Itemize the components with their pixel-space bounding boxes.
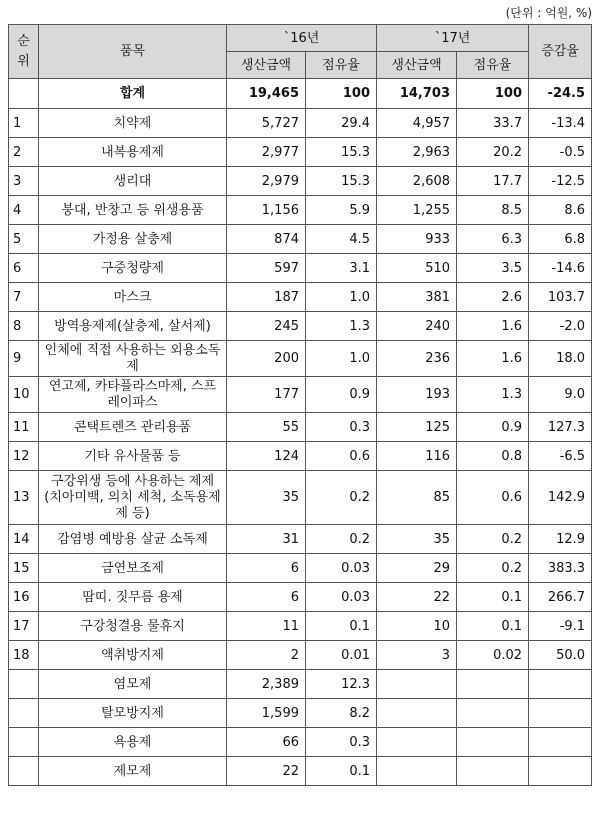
header-item: 품목 — [39, 25, 227, 79]
row-prod-2016: 31 — [227, 525, 306, 554]
row-prod-2016: 35 — [227, 471, 306, 525]
row-prod-2016: 1,156 — [227, 196, 306, 225]
row-share-2016: 15.3 — [306, 167, 377, 196]
row-share-2016: 0.1 — [306, 757, 377, 786]
total-rank — [9, 79, 39, 109]
row-prod-2016: 874 — [227, 225, 306, 254]
row-share-2017 — [457, 757, 529, 786]
total-share-2016: 100 — [306, 79, 377, 109]
row-rank: 5 — [9, 225, 39, 254]
table-row — [9, 471, 592, 525]
row-share-2016: 0.3 — [306, 728, 377, 757]
row-share-2016: 15.3 — [306, 138, 377, 167]
row-change: 50.0 — [529, 641, 592, 670]
production-table — [8, 24, 592, 786]
row-change: -14.6 — [529, 254, 592, 283]
row-prod-2016: 124 — [227, 442, 306, 471]
row-rank: 12 — [9, 442, 39, 471]
row-share-2016: 0.03 — [306, 583, 377, 612]
row-change — [529, 728, 592, 757]
row-change: 127.3 — [529, 413, 592, 442]
header-share-2016: 점유율 — [306, 52, 377, 79]
table-row — [9, 699, 592, 728]
table-row — [9, 670, 592, 699]
row-rank — [9, 728, 39, 757]
row-prod-2016: 11 — [227, 612, 306, 641]
row-change: -0.5 — [529, 138, 592, 167]
table-row — [9, 225, 592, 254]
row-prod-2017: 193 — [377, 377, 457, 413]
row-prod-2017: 2,608 — [377, 167, 457, 196]
row-item-name: 생리대 — [39, 167, 227, 196]
row-change: 18.0 — [529, 341, 592, 377]
table-row — [9, 442, 592, 471]
row-prod-2017: 240 — [377, 312, 457, 341]
row-share-2017: 0.02 — [457, 641, 529, 670]
row-item-name: 붕대, 반창고 등 위생용품 — [39, 196, 227, 225]
row-item-name: 기타 유사물품 등 — [39, 442, 227, 471]
row-share-2017: 1.6 — [457, 312, 529, 341]
row-change — [529, 670, 592, 699]
header-change: 증감율 — [529, 25, 592, 79]
row-rank: 15 — [9, 554, 39, 583]
row-share-2016: 12.3 — [306, 670, 377, 699]
total-label: 합계 — [39, 79, 227, 109]
row-prod-2017: 85 — [377, 471, 457, 525]
table-row — [9, 525, 592, 554]
row-rank — [9, 699, 39, 728]
row-rank: 16 — [9, 583, 39, 612]
table-row — [9, 312, 592, 341]
row-share-2017: 6.3 — [457, 225, 529, 254]
row-item-name: 땀띠. 짓무름 용제 — [39, 583, 227, 612]
row-prod-2017: 35 — [377, 525, 457, 554]
row-prod-2016: 2,389 — [227, 670, 306, 699]
row-share-2016: 4.5 — [306, 225, 377, 254]
row-change: 103.7 — [529, 283, 592, 312]
row-prod-2016: 2,977 — [227, 138, 306, 167]
row-rank: 18 — [9, 641, 39, 670]
table-row — [9, 612, 592, 641]
row-item-name: 방역용제제(살충제, 살서제) — [39, 312, 227, 341]
table-row — [9, 641, 592, 670]
row-rank: 3 — [9, 167, 39, 196]
row-share-2017: 1.3 — [457, 377, 529, 413]
table-row — [9, 413, 592, 442]
row-item-name: 구강청결용 물휴지 — [39, 612, 227, 641]
row-change: -6.5 — [529, 442, 592, 471]
row-rank — [9, 670, 39, 699]
row-prod-2016: 177 — [227, 377, 306, 413]
row-rank: 10 — [9, 377, 39, 413]
row-prod-2017: 22 — [377, 583, 457, 612]
row-share-2016: 1.3 — [306, 312, 377, 341]
table-row — [9, 138, 592, 167]
row-change: 9.0 — [529, 377, 592, 413]
row-prod-2017: 4,957 — [377, 109, 457, 138]
row-share-2016: 0.6 — [306, 442, 377, 471]
header-rank: 순위 — [9, 25, 39, 79]
row-change: -12.5 — [529, 167, 592, 196]
row-share-2017 — [457, 728, 529, 757]
row-item-name: 탈모방지제 — [39, 699, 227, 728]
row-share-2017: 0.2 — [457, 525, 529, 554]
row-prod-2017: 381 — [377, 283, 457, 312]
row-share-2016: 0.01 — [306, 641, 377, 670]
row-change: 12.9 — [529, 525, 592, 554]
row-change: 266.7 — [529, 583, 592, 612]
row-share-2017 — [457, 670, 529, 699]
row-change: 142.9 — [529, 471, 592, 525]
row-share-2016: 1.0 — [306, 283, 377, 312]
row-item-name: 감염병 예방용 살균 소독제 — [39, 525, 227, 554]
table-row — [9, 757, 592, 786]
header-row-1 — [9, 25, 592, 52]
row-change: -13.4 — [529, 109, 592, 138]
row-change — [529, 699, 592, 728]
row-change — [529, 757, 592, 786]
table-row — [9, 728, 592, 757]
row-share-2017: 0.8 — [457, 442, 529, 471]
row-prod-2017: 933 — [377, 225, 457, 254]
row-item-name: 가정용 살충제 — [39, 225, 227, 254]
row-change: 6.8 — [529, 225, 592, 254]
row-item-name: 욕용제 — [39, 728, 227, 757]
row-share-2017: 33.7 — [457, 109, 529, 138]
row-prod-2016: 55 — [227, 413, 306, 442]
row-share-2017: 0.2 — [457, 554, 529, 583]
row-rank: 6 — [9, 254, 39, 283]
row-prod-2016: 2,979 — [227, 167, 306, 196]
row-rank: 2 — [9, 138, 39, 167]
total-row — [9, 79, 592, 109]
table-row — [9, 377, 592, 413]
row-share-2016: 29.4 — [306, 109, 377, 138]
table-row — [9, 109, 592, 138]
table-row — [9, 583, 592, 612]
row-share-2016: 0.03 — [306, 554, 377, 583]
row-prod-2016: 6 — [227, 554, 306, 583]
row-item-name: 제모제 — [39, 757, 227, 786]
row-rank: 4 — [9, 196, 39, 225]
row-item-name: 구강위생 등에 사용하는 제제(치아미백, 의치 세척, 소독용제제 등) — [39, 471, 227, 525]
row-prod-2017: 116 — [377, 442, 457, 471]
unit-note: (단위 : 억원, %) — [505, 6, 592, 20]
row-share-2016: 0.2 — [306, 525, 377, 554]
row-prod-2016: 22 — [227, 757, 306, 786]
row-prod-2017 — [377, 757, 457, 786]
row-change: 383.3 — [529, 554, 592, 583]
row-rank: 14 — [9, 525, 39, 554]
row-share-2017: 0.1 — [457, 583, 529, 612]
table-row — [9, 283, 592, 312]
row-prod-2017 — [377, 670, 457, 699]
row-item-name: 연고제, 카타플라스마제, 스프레이파스 — [39, 377, 227, 413]
row-rank: 13 — [9, 471, 39, 525]
row-rank: 11 — [9, 413, 39, 442]
total-prod-2017: 14,703 — [377, 79, 457, 109]
row-prod-2016: 245 — [227, 312, 306, 341]
row-change: -2.0 — [529, 312, 592, 341]
row-prod-2017: 1,255 — [377, 196, 457, 225]
header-share-2017: 점유율 — [457, 52, 529, 79]
row-prod-2017: 236 — [377, 341, 457, 377]
header-2016: `16년 — [227, 25, 377, 52]
row-prod-2017: 3 — [377, 641, 457, 670]
row-item-name: 내복용제제 — [39, 138, 227, 167]
row-share-2017 — [457, 699, 529, 728]
row-prod-2017 — [377, 728, 457, 757]
row-share-2017: 2.6 — [457, 283, 529, 312]
row-share-2016: 0.9 — [306, 377, 377, 413]
row-prod-2016: 1,599 — [227, 699, 306, 728]
row-prod-2016: 2 — [227, 641, 306, 670]
table-row — [9, 167, 592, 196]
row-share-2017: 20.2 — [457, 138, 529, 167]
row-share-2017: 8.5 — [457, 196, 529, 225]
row-prod-2016: 597 — [227, 254, 306, 283]
row-change: -9.1 — [529, 612, 592, 641]
row-share-2017: 0.6 — [457, 471, 529, 525]
row-share-2016: 0.2 — [306, 471, 377, 525]
row-item-name: 콘택트렌즈 관리용품 — [39, 413, 227, 442]
row-prod-2016: 6 — [227, 583, 306, 612]
row-prod-2017: 2,963 — [377, 138, 457, 167]
row-share-2016: 5.9 — [306, 196, 377, 225]
row-share-2017: 1.6 — [457, 341, 529, 377]
table-row — [9, 341, 592, 377]
row-prod-2017: 125 — [377, 413, 457, 442]
row-share-2017: 3.5 — [457, 254, 529, 283]
header-prod-2017: 생산금액 — [377, 52, 457, 79]
row-rank: 9 — [9, 341, 39, 377]
row-prod-2016: 5,727 — [227, 109, 306, 138]
row-rank: 7 — [9, 283, 39, 312]
row-item-name: 액취방지제 — [39, 641, 227, 670]
total-change: -24.5 — [529, 79, 592, 109]
header-prod-2016: 생산금액 — [227, 52, 306, 79]
row-share-2016: 3.1 — [306, 254, 377, 283]
table-row — [9, 554, 592, 583]
row-prod-2017: 510 — [377, 254, 457, 283]
row-share-2017: 0.1 — [457, 612, 529, 641]
table-row — [9, 196, 592, 225]
header-2017: `17년 — [377, 25, 529, 52]
row-item-name: 마스크 — [39, 283, 227, 312]
row-prod-2017 — [377, 699, 457, 728]
row-item-name: 인체에 직접 사용하는 외용소독제 — [39, 341, 227, 377]
row-share-2017: 0.9 — [457, 413, 529, 442]
total-share-2017: 100 — [457, 79, 529, 109]
row-share-2016: 8.2 — [306, 699, 377, 728]
row-change: 8.6 — [529, 196, 592, 225]
row-rank: 17 — [9, 612, 39, 641]
row-item-name: 염모제 — [39, 670, 227, 699]
row-prod-2016: 200 — [227, 341, 306, 377]
row-rank — [9, 757, 39, 786]
row-rank: 1 — [9, 109, 39, 138]
row-share-2016: 1.0 — [306, 341, 377, 377]
row-prod-2017: 10 — [377, 612, 457, 641]
row-item-name: 구중청량제 — [39, 254, 227, 283]
row-prod-2016: 66 — [227, 728, 306, 757]
row-rank: 8 — [9, 312, 39, 341]
table-row — [9, 254, 592, 283]
row-share-2016: 0.1 — [306, 612, 377, 641]
row-item-name: 치약제 — [39, 109, 227, 138]
row-item-name: 금연보조제 — [39, 554, 227, 583]
row-share-2017: 17.7 — [457, 167, 529, 196]
total-prod-2016: 19,465 — [227, 79, 306, 109]
row-share-2016: 0.3 — [306, 413, 377, 442]
row-prod-2016: 187 — [227, 283, 306, 312]
row-prod-2017: 29 — [377, 554, 457, 583]
